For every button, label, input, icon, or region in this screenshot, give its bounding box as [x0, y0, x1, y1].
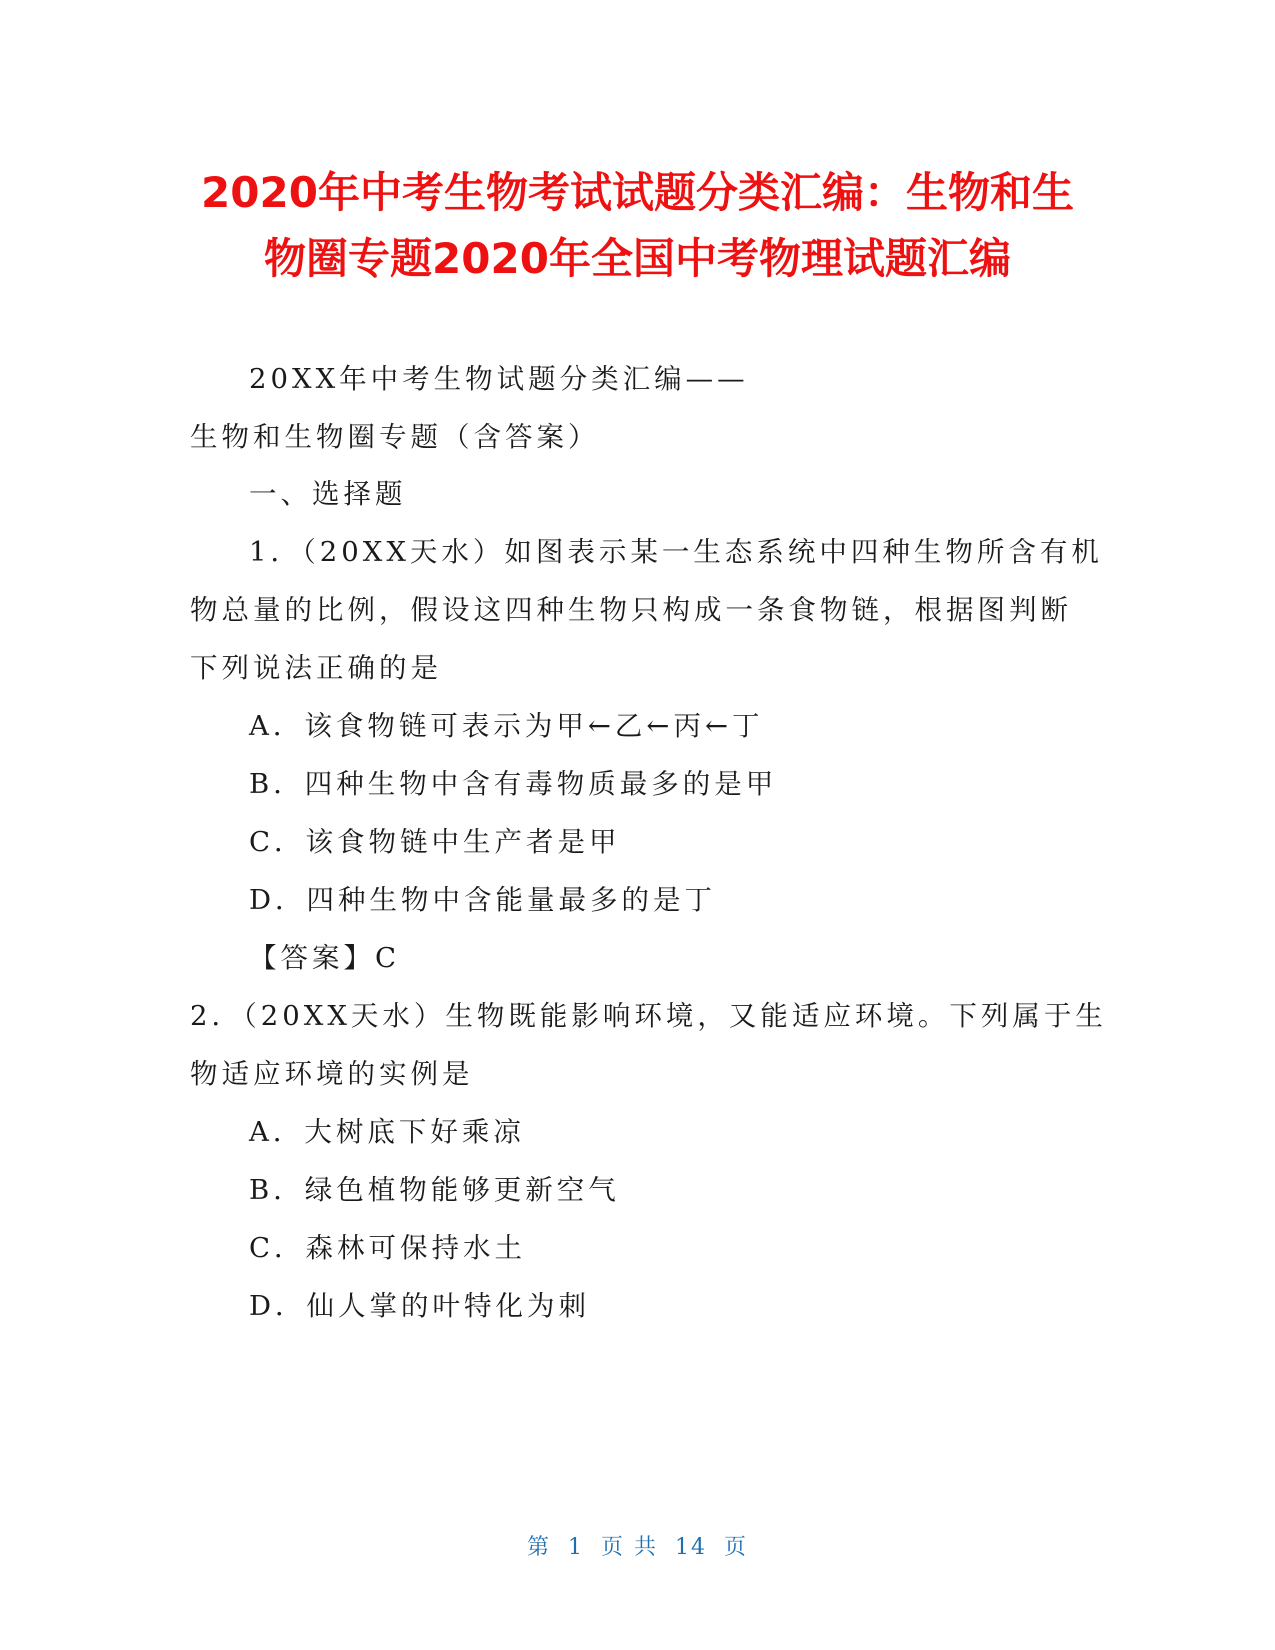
title-line-1: 2020年中考生物考试试题分类汇编：生物和生: [201, 168, 1074, 217]
question-1-option-c: C．该食物链中生产者是甲: [249, 826, 621, 858]
question-2-option-d: D．仙人掌的叶特化为刺: [249, 1290, 591, 1322]
question-1-answer: 【答案】C: [249, 942, 401, 974]
title-line-2: 物圈专题2020年全国中考物理试题汇编: [264, 234, 1011, 283]
question-2-option-b: B．绿色植物能够更新空气: [249, 1174, 620, 1206]
footer-total-pages: 14: [675, 1535, 707, 1560]
question-1-line-2: 物总量的比例，假设这四种生物只构成一条食物链，根据图判断: [190, 594, 1072, 626]
question-2-option-a: A．大树底下好乘凉: [249, 1116, 525, 1148]
footer-prefix: 第: [526, 1535, 551, 1560]
footer-middle: 页 共: [601, 1535, 658, 1560]
footer-page-number: 1: [568, 1535, 584, 1560]
question-1-option-d: D．四种生物中含能量最多的是丁: [249, 884, 717, 916]
page-footer: [0, 1530, 1275, 1561]
question-1-line-1: 1．（20XX天水）如图表示某一生态系统中四种生物所含有机: [249, 536, 1103, 568]
document-title: [150, 160, 1125, 292]
heading-line-2: 生物和生物圈专题（含答案）: [190, 421, 600, 453]
question-1-line-3: 下列说法正确的是: [190, 652, 442, 684]
section-heading: 一、选择题: [249, 478, 407, 510]
question-2-line-2: 物适应环境的实例是: [190, 1058, 474, 1090]
question-2-line-1: 2．（20XX天水）生物既能影响环境，又能适应环境。下列属于生: [190, 1000, 1107, 1032]
question-2-option-c: C．森林可保持水土: [249, 1232, 527, 1264]
question-1-option-a: A．该食物链可表示为甲←乙←丙←丁: [249, 710, 764, 742]
footer-suffix: 页: [724, 1535, 749, 1560]
heading-line-1: 20XX年中考生物试题分类汇编——: [249, 363, 749, 395]
question-1-option-b: B．四种生物中含有毒物质最多的是甲: [249, 768, 778, 800]
